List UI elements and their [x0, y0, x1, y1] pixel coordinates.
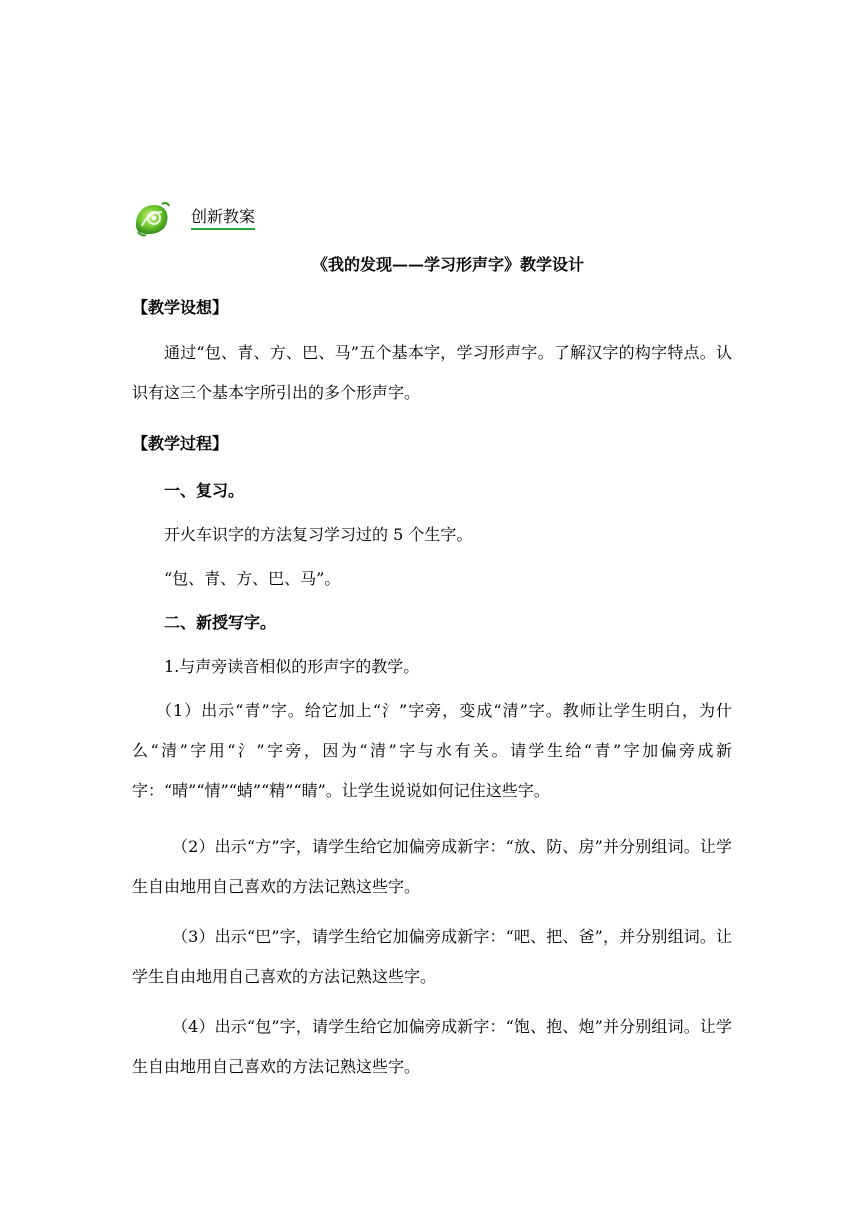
- document-title: 《我的发现——学习形声字》教学设计: [311, 255, 584, 274]
- item-3-paragraph: （3）出示“巴”字，请学生给它加偏旁成新字：“吧、把、爸”，并分别组词。让学生自由地用自己喜欢的方法记熟这些字。: [132, 927, 732, 986]
- step2-subheading: 1.与声旁读音相似的形声字的教学。: [164, 657, 420, 676]
- step1-text: 开火车识字的方法复习学习过的 5 个生字。: [164, 525, 473, 544]
- item-1-paragraph: （1）出示“青”字。给它加上“氵”字旁，变成“清”字。教师让学生明白，为什么“清”字用“氵”字旁，因为“清”字与水有关。请学生给“青”字加偏旁成新字：“晴”“情”“蜻”“精”“睛”。让学生说说如何记住这些字。: [132, 701, 732, 800]
- green-leaf-swirl-icon: [132, 198, 172, 238]
- header: [132, 198, 255, 238]
- step2-heading: 二、新授写字。: [164, 613, 277, 632]
- step1-chars: “包、青、方、巴、马”。: [164, 569, 341, 588]
- section-heading-process: 【教学过程】: [132, 434, 229, 453]
- header-link[interactable]: 创新教案: [191, 207, 255, 230]
- item-4-paragraph: （4）出示“包”字，请学生给它加偏旁成新字：“饱、抱、炮”并分别组词。让学生自由地用自己喜欢的方法记熟这些字。: [132, 1017, 732, 1076]
- design-paragraph: 通过“包、青、方、巴、马”五个基本字，学习形声字。了解汉字的构字特点。认识有这三个基本字所引出的多个形声字。: [132, 343, 732, 402]
- item-2-paragraph: （2）出示“方”字，请学生给它加偏旁成新字：“放、防、房”并分别组词。让学生自由地用自己喜欢的方法记熟这些字。: [132, 837, 732, 896]
- step1-heading: 一、复习。: [164, 481, 245, 500]
- section-heading-design: 【教学设想】: [132, 298, 229, 317]
